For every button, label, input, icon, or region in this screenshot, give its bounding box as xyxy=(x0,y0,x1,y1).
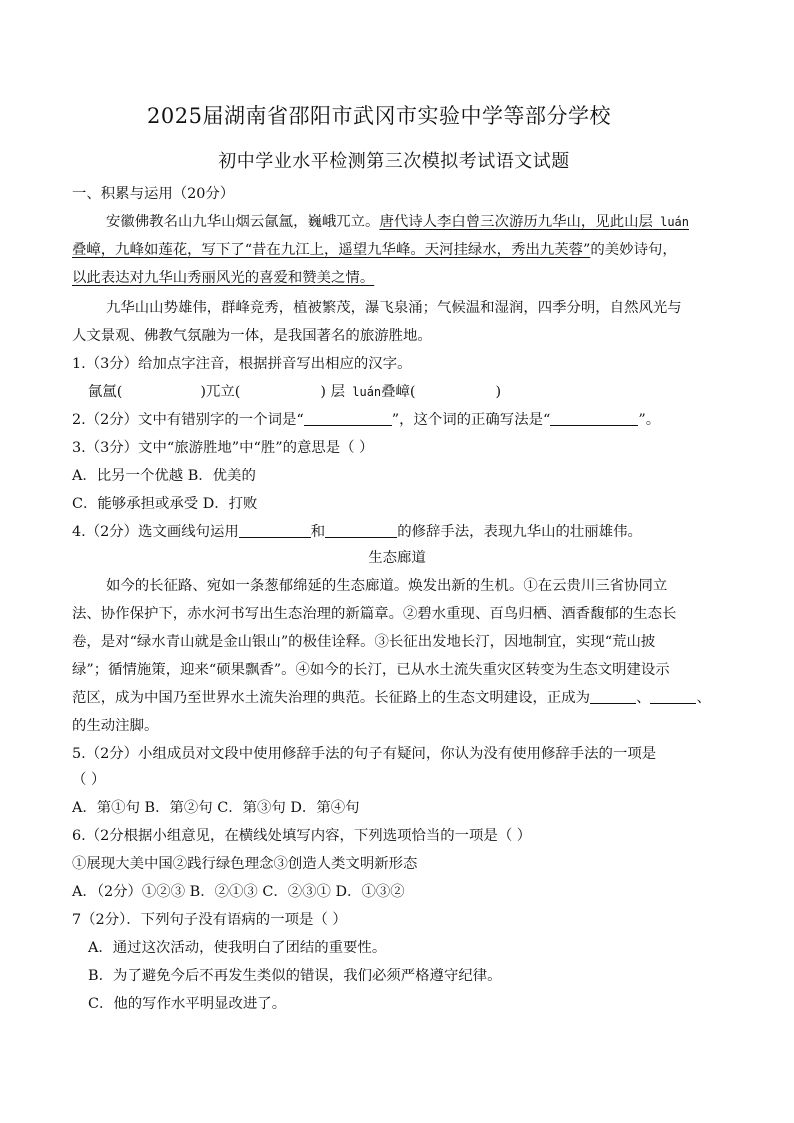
passage-line2: 法、协作保护下，赤水河书写出生态治理的新篇章。②碧水重现、百鸟归栖、酒香馥郁的生态长 xyxy=(72,606,677,622)
question-5-paren: （ ） xyxy=(72,772,106,788)
passage1-line2: 叠嶂，九峰如莲花，写下了“昔在九江上，遥望九华峰。天河挂绿水，秀出九芙蓉”的美妙诗句， xyxy=(72,242,677,258)
question-6-items: ①展现大美中国②践行绿色理念③创造人类文明新形态 xyxy=(72,856,418,872)
question-3: 3.（3分）文中“旅游胜地”中“胜”的意思是（ ） xyxy=(72,440,374,456)
passage2-line2: 人文景观、佛教气氛融为一体，是我国著名的旅游胜地。 xyxy=(72,328,432,344)
question-5: 5.（2分）小组成员对文段中使用修辞手法的句子有疑问，你认为没有使用修辞手法的一项是 xyxy=(72,746,657,762)
question-1-blanks: 氤氲( )兀立( ) 层 luán叠嶂( ) xyxy=(88,384,502,400)
question-2: 2.（2分）文中有错别字的一个词是“ ”，这个词的正确写法是“ ”。 xyxy=(72,412,661,428)
passage-title: 生态廊道 xyxy=(368,550,426,566)
question-3-options-2: C．能够承担或承受 D．打败 xyxy=(72,496,258,512)
answer-blank[interactable] xyxy=(650,689,696,704)
passage-line4: 绿”；循情施策，迎来“硕果飘香”。④如今的长汀，已从水土流失重灾区转变为生态文明建设示 xyxy=(72,662,670,678)
exam-title-line1: 2025届湖南省邵阳市武冈市实验中学等部分学校 xyxy=(147,104,611,128)
question-7-option-a: A．通过这次活动，使我明白了团结的重要性。 xyxy=(88,940,387,956)
question-5-options: A．第①句 B．第②句 C．第③句 D．第④句 xyxy=(72,800,360,816)
passage-line1: 如今的长征路、宛如一条葱郁绵延的生态廊道。焕发出新的生机。①在云贵川三省协同立 xyxy=(106,578,668,594)
answer-blank[interactable] xyxy=(550,411,638,426)
passage-line3: 卷，是对“绿水青山就是金山银山”的极佳诠释。③长征出发地长汀，因地制宜，实现“荒山披 xyxy=(72,634,656,650)
passage-line6: 的生动注脚。 xyxy=(72,718,159,734)
question-4: 4.（2分）选文画线句运用 和 的修辞手法，表现九华山的壮丽雄伟。 xyxy=(72,524,642,540)
answer-blank[interactable] xyxy=(304,411,392,426)
section-heading: 一、积累与运用（20分） xyxy=(72,186,235,202)
question-1: 1.（3分）给加点字注音，根据拼音写出相应的汉字。 xyxy=(72,356,412,372)
passage1-line3: 以此表达对九华山秀丽风光的喜爱和赞美之情。 xyxy=(72,270,375,286)
answer-blank[interactable] xyxy=(239,523,311,538)
question-6-options: A．（2分）①②③ B．②①③ C．②③① D．①③② xyxy=(72,884,405,900)
passage2-line1: 九华山山势雄伟，群峰竞秀，植被繁茂，瀑飞泉涌；气候温和湿润，四季分明，自然风光与 xyxy=(106,300,682,316)
answer-blank[interactable] xyxy=(325,523,397,538)
passage-line5: 范区，成为中国乃至世界水土流失治理的典范。长征路上的生态文明建设，正成为 、 、 xyxy=(72,690,711,706)
question-7: 7（2分）．下列句子没有语病的一项是（ ） xyxy=(72,912,347,928)
question-6: 6.（2分根据小组意见，在横线处填写内容，下列选项恰当的一项是（ ） xyxy=(72,828,532,844)
answer-blank[interactable] xyxy=(590,689,636,704)
passage1-line1: 安徽佛教名山九华山烟云氤氲，巍峨兀立。唐代诗人李白曾三次游历九华山，见此山层 luán xyxy=(106,214,689,230)
exam-title-line2: 初中学业水平检测第三次模拟考试语文试题 xyxy=(218,151,570,172)
question-7-option-b: B．为了避免今后不再发生类似的错误，我们必须严格遵守纪律。 xyxy=(88,968,502,984)
question-3-options-1: A．比另一个优越 B．优美的 xyxy=(72,468,256,484)
question-7-option-c: C．他的写作水平明显改进了。 xyxy=(88,996,287,1012)
